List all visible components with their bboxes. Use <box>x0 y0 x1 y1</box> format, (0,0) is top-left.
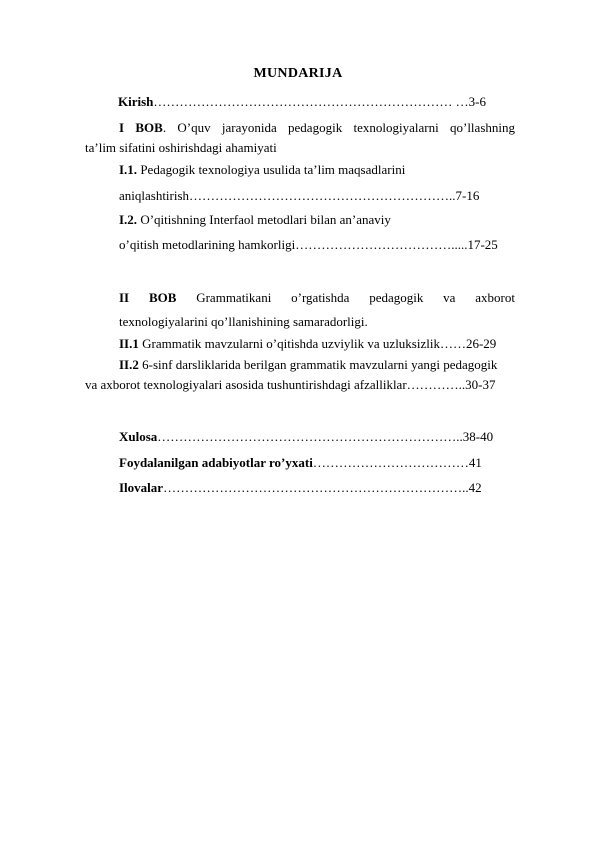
toc-entry-label: Xulosa <box>119 429 158 444</box>
toc-entry-s12 <box>119 212 391 228</box>
page-title: MUNDARIJA <box>253 66 343 81</box>
toc-entry-text: Pedagogik texnologiya usulida ta’lim maqsadlarini <box>137 162 406 177</box>
toc-entry-number: II.1 <box>119 336 139 351</box>
toc-word: Grammatikani <box>196 290 272 305</box>
toc-entry-s22-cont: va axborot texnologiyalari asosida tushuntirishdagi afzalliklar…………..30-37 <box>85 377 496 392</box>
toc-entry-xulosa <box>119 429 493 445</box>
toc-entry-kirish <box>118 94 486 110</box>
toc-entry-label: Foydalanilgan adabiyotlar ro’yxati <box>119 455 313 470</box>
toc-entry-ilovalar <box>119 480 482 496</box>
toc-word: va <box>443 290 456 305</box>
toc-entry-s11-cont: aniqlashtirish……………………………………………………..7-16 <box>119 188 480 203</box>
toc-word: II <box>119 290 130 305</box>
toc-pages: …3-6 <box>452 94 486 109</box>
toc-entry-text: 6-sinf darsliklarida berilgan grammatik mavzularni yangi pedagogik <box>138 357 498 372</box>
toc-entry-text: . O’quv jarayonida pedagogik texnologiyalarni qo’llashning <box>162 120 515 135</box>
toc-word: o’rgatishda <box>291 290 350 305</box>
toc-entry-s11 <box>119 162 405 178</box>
toc-dots: …………………………………………………………… <box>153 94 453 109</box>
toc-entry-s12-cont: o’qitish metodlarining hamkorligi……………………………….....17-25 <box>119 237 498 252</box>
toc-dots: ………………………………41 <box>312 455 482 470</box>
toc-entry-bob1-cont: ta’lim sifatini oshirishdagi ahamiyati <box>85 140 277 155</box>
toc-entry-bob2-cont: texnologiyalarini qo’llanishining samaradorligi. <box>119 314 368 329</box>
toc-entry-references <box>119 455 482 471</box>
toc-entry-s22 <box>119 357 497 373</box>
toc-dots: ……………………………………………………………..38-40 <box>157 429 494 444</box>
toc-word: pedagogik <box>369 290 424 305</box>
toc-word: axborot <box>475 290 515 305</box>
toc-entry-label: Ilovalar <box>119 480 164 495</box>
toc-entry-number: II.2 <box>119 357 139 372</box>
toc-entry-label: Kirish <box>118 94 154 109</box>
toc-entry-text: O’qitishning Interfaol metodlari bilan an’anaviy <box>137 212 391 227</box>
toc-entry-bob1 <box>119 120 515 136</box>
toc-entry-number: I.1. <box>119 162 138 177</box>
toc-dots: ……………………………………………………………..42 <box>163 480 482 495</box>
toc-entry-text: Grammatik mavzularni o’qitishda uzviylik va uzluksizlik……26-29 <box>138 336 497 351</box>
toc-entry-s21 <box>119 336 496 352</box>
toc-entry-label: I BOB <box>119 120 163 135</box>
toc-word: BOB <box>148 290 177 305</box>
toc-entry-number: I.2. <box>119 212 138 227</box>
toc-entry-bob2 <box>119 290 515 306</box>
